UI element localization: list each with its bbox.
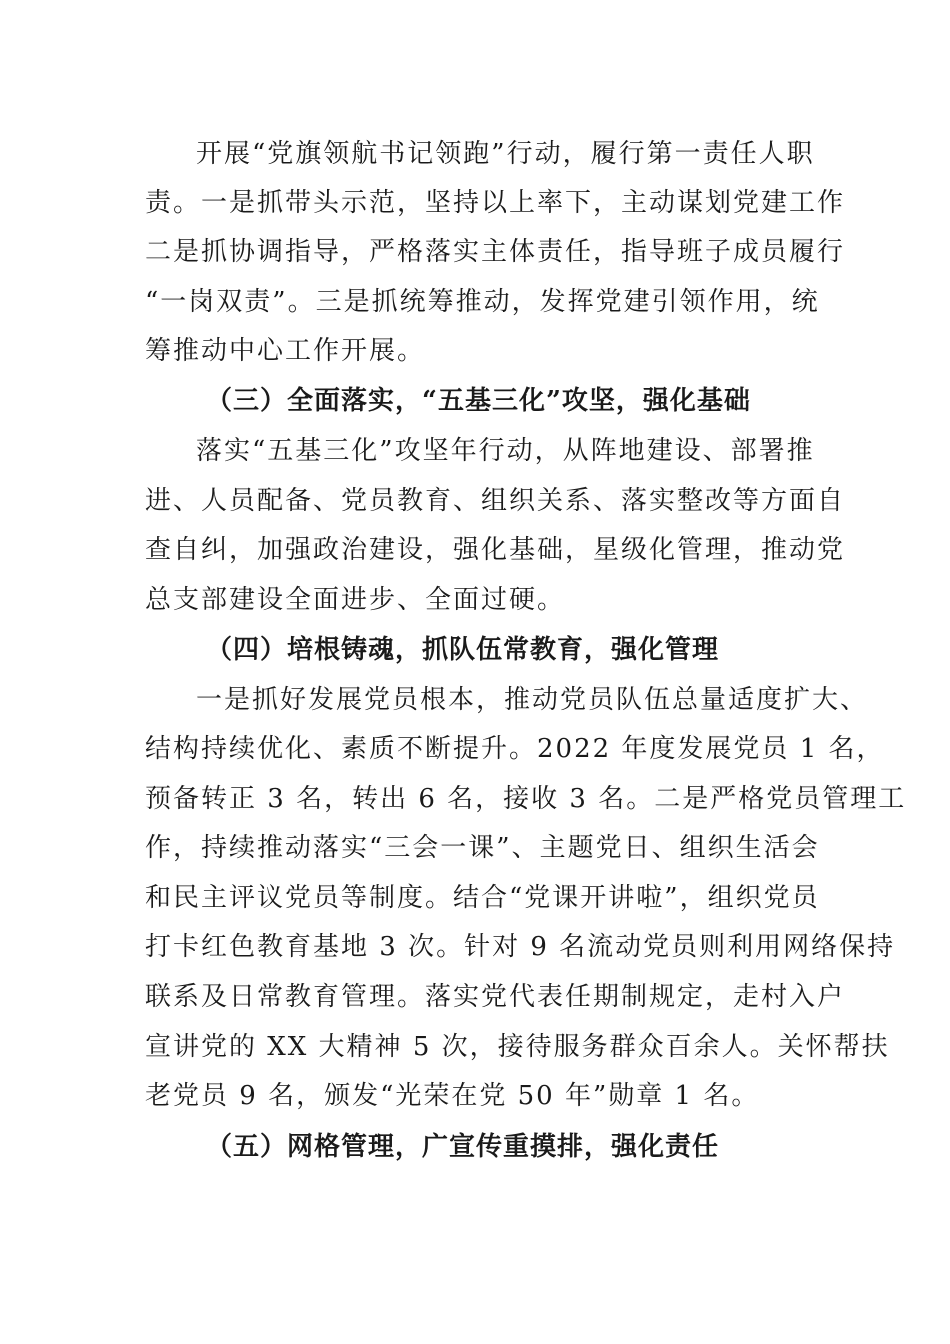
para3-line: 打卡红色教育基地 3 次。针对 9 名流动党员则利用网络保持 [145,932,896,962]
section-heading-4: （四）培根铸魂，抓队伍常教育，强化管理 [206,635,720,665]
para3-line: 作，持续推动落实“三会一课”、主题党日、组织生活会 [145,833,820,863]
para3-line: 宣讲党的 XX 大精神 5 次，接待服务群众百余人。关怀帮扶 [145,1032,890,1062]
para1-line: 开展“党旗领航书记领跑”行动，履行第一责任人职 [196,139,815,169]
para3-line: 联系及日常教育管理。落实党代表任期制规定，走村入户 [145,982,846,1012]
para2-line: 进、人员配备、党员教育、组织关系、落实整改等方面自 [145,486,846,516]
section-heading-5: （五）网格管理，广宣传重摸排，强化责任 [206,1132,720,1162]
para2-line: 总支部建设全面进步、全面过硬。 [145,585,566,615]
para1-line: 责。一是抓带头示范，坚持以上率下，主动谋划党建工作 [145,188,846,218]
para2-line: 落实“五基三化”攻坚年行动，从阵地建设、部署推 [196,436,815,466]
para3-line: 预备转正 3 名，转出 6 名，接收 3 名。二是严格党员管理工 [145,784,907,814]
section-heading-3: （三）全面落实，“五基三化”攻坚，强化基础 [206,386,751,416]
para2-line: 查自纠，加强政治建设，强化基础，星级化管理，推动党 [145,535,846,565]
para3-line: 一是抓好发展党员根本，推动党员队伍总量适度扩大、 [196,685,869,715]
para3-line: 老党员 9 名，颁发“光荣在党 50 年”勋章 1 名。 [145,1081,760,1111]
para3-line: 和民主评议党员等制度。结合“党课开讲啦”，组织党员 [145,883,820,913]
para3-line: 结构持续优化、素质不断提升。2022 年度发展党员 1 名， [145,734,885,764]
para1-line: “一岗双责”。三是抓统筹推动，发挥党建引领作用，统 [145,287,820,317]
para1-line: 二是抓协调指导，严格落实主体责任，指导班子成员履行 [145,237,846,267]
para1-line: 筹推动中心工作开展。 [145,336,426,366]
